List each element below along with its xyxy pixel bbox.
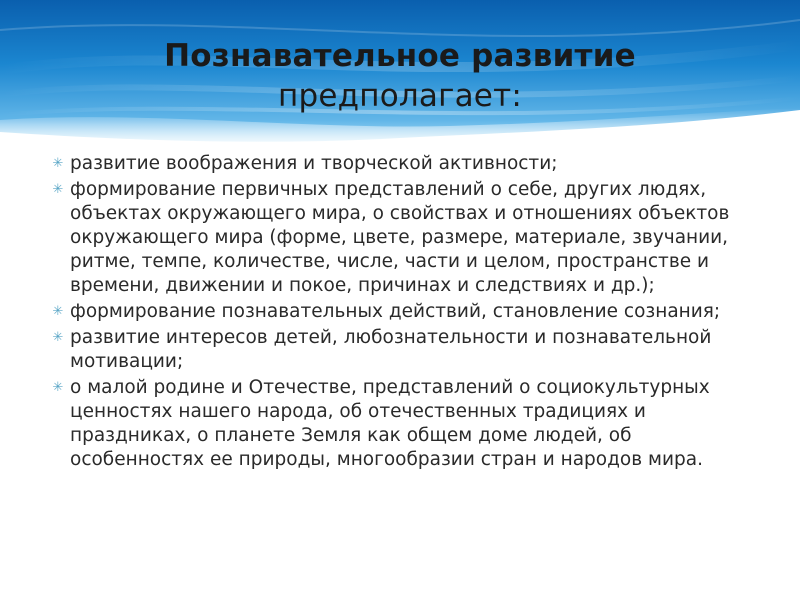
bullet-item-2 — [50, 178, 758, 298]
bullet-list-container — [50, 152, 758, 474]
asterisk-bullet-icon: ✳ — [52, 304, 64, 319]
asterisk-bullet-icon: ✳ — [52, 182, 64, 197]
bullet-item-1 — [50, 152, 758, 176]
title-bold-line: Познавательное развитие — [164, 38, 636, 74]
slide-title — [0, 36, 800, 116]
bullet-text-1: развитие воображения и творческой активности; — [70, 153, 558, 174]
bullet-list — [50, 152, 758, 472]
bullet-item-5 — [50, 376, 758, 472]
bullet-text-5: о малой родине и Отечестве, представлений о социокультурных ценностях нашего народа, об отечественных традициях и праздниках, о планете Земля как общем доме людей, об особенностях ее природы, многообразии стран и народов мира. — [70, 377, 710, 470]
bullet-text-2: формирование первичных представлений о себе, других людях, объектах окружающего мира, о свойствах и отношениях объектов окружающего мира (форме, цвете, размере, материале, звучании, ритме, темпе, количестве, числе, части и целом, пространстве и времени, движении и покое, причинах и следствиях и др.); — [70, 179, 730, 296]
bullet-text-3: формирование познавательных действий, становление сознания; — [70, 301, 721, 322]
bullet-item-4 — [50, 326, 758, 374]
bullet-text-4: развитие интересов детей, любознательности и познавательной мотивации; — [70, 327, 712, 372]
asterisk-bullet-icon: ✳ — [52, 380, 64, 395]
asterisk-bullet-icon: ✳ — [52, 330, 64, 345]
title-regular-line: предполагает: — [278, 78, 522, 114]
asterisk-bullet-icon: ✳ — [52, 156, 64, 171]
bullet-item-3 — [50, 300, 758, 324]
